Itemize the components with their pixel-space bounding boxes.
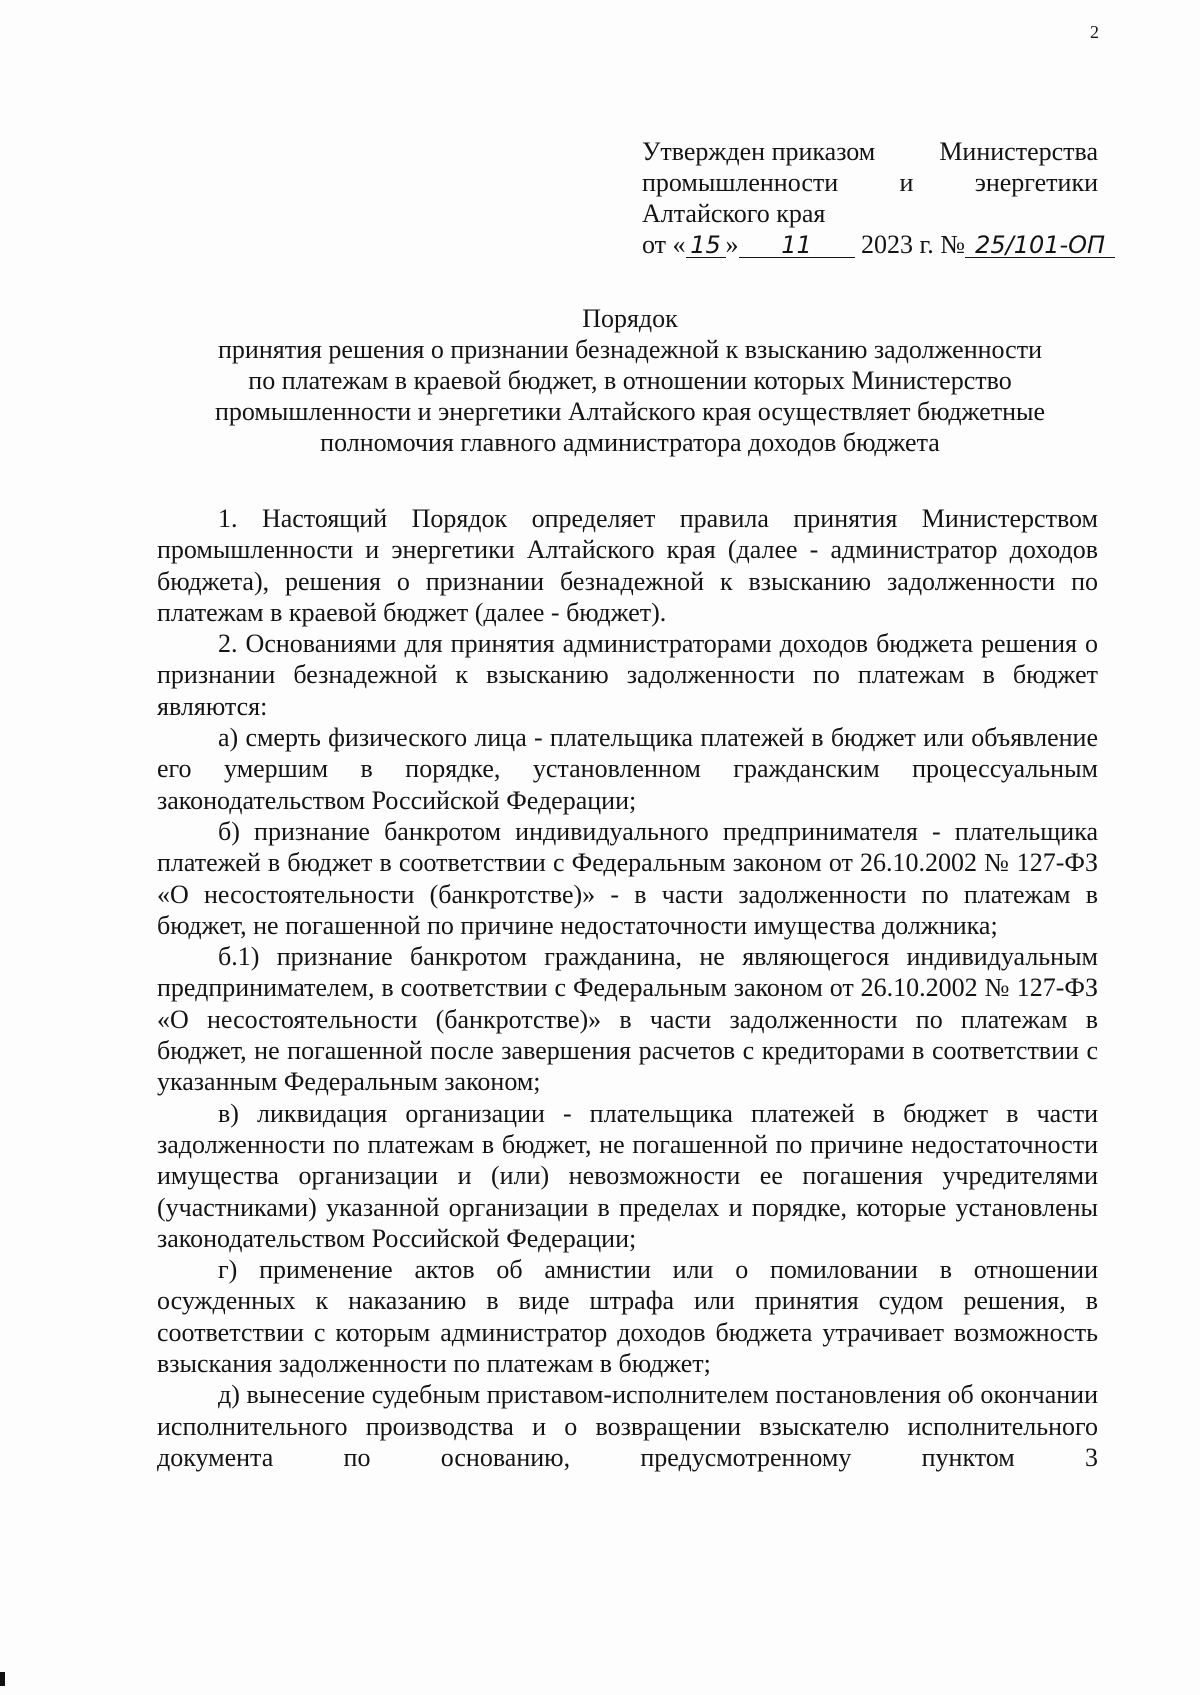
paragraph-2b: б) признание банкротом индивидуального предпринимателя - плательщика платежей в бюджет в соответствии с Федеральным законом от 26.10.2002 № 127-ФЗ «О несостоятельности (банкротстве)» - в части задолженности по платежам в бюджет, не погашенной по причине недостаточности имущества должника; [157,816,1098,940]
title-line: промышленности и энергетики Алтайского края осуществляет бюджетные [215,397,1045,426]
title-line: полномочия главного администратора доходов бюджета [320,428,940,457]
approval-text: и [899,168,914,197]
handwritten-day: 15 [686,233,726,258]
title-line: по платежам в краевой бюджет, в отношении которых Министерство [248,366,1012,395]
date-mid: » [725,230,739,259]
approval-text: Утвержден приказом [642,137,876,166]
handwritten-month: 11 [739,233,855,258]
title-line: принятия решения о признании безнадежной к взысканию задолженности [218,335,1042,364]
title-heading: Порядок [582,304,678,333]
approval-text: промышленности [642,168,839,197]
document-title [160,303,1100,458]
date-prefix: от « [642,230,686,259]
paragraph-2: 2. Основаниями для принятия администраторами доходов бюджета решения о признании безнадежной к взысканию задолженности по платежам в бюджет являются: [157,629,1098,721]
approval-text: Министерства [939,137,1098,166]
paragraph-2v: в) ликвидация организации - плательщика платежей в бюджет в части задолженности по платежам в бюджет, не погашенной по причине недостаточности имущества организации и (или) невозможности ее погашения учредителями (участниками) указанной организации в пределах и порядке, которые установлены законодательством Российской Федерации; [157,1098,1098,1253]
approval-line-2 [642,167,1098,198]
paragraph-1: 1. Настоящий Порядок определяет правила принятия Министерством промышленности и энергетики Алтайского края (далее - администратор доходов бюджета), решения о признании безнадежной к взысканию задолженности по платежам в краевой бюджет (далее - бюджет). [157,504,1098,627]
document-body [157,503,1098,1473]
date-year: 2023 г. № [861,230,966,259]
paragraph-2a: а) смерть физического лица - плательщика платежей в бюджет или объявление его умершим в порядке, установленном гражданским процессуальным законодательством Российской Федерации; [157,723,1098,815]
page-number: 2 [1090,22,1099,42]
approval-text: энергетики [974,168,1098,197]
approval-line-1 [642,136,1098,167]
paragraph-2g: г) применение актов об амнистии или о помиловании в отношении осужденных к наказанию в виде штрафа или принятия судом решения, в соответствии с которым администратор доходов бюджета утрачивает возможность взыскания задолженности по платежам в бюджет; [157,1255,1098,1379]
approval-date-line [642,229,1106,260]
approval-line-3: Алтайского края [642,199,826,228]
handwritten-order-number: 25/101-ОП [965,233,1115,258]
paragraph-2d: д) вынесение судебным приставом-исполнителем постановления об окончании исполнительного производства и о возвращении взыскателю исполнительного документа по основанию, предусмотренному пунктом 3 [157,1380,1098,1472]
scan-edge-mark [0,1672,5,1686]
paragraph-2b1: б.1) признание банкротом гражданина, не являющегося индивидуальным предпринимателем, в соответствии с Федеральным законом от 26.10.2002 № 127-ФЗ «О несостоятельности (банкротстве)» в части задолженности по платежам в бюджет, не погашенной после завершения расчетов с кредиторами в соответствии с указанным Федеральным законом; [157,942,1098,1097]
approval-stamp-block [642,136,1106,260]
